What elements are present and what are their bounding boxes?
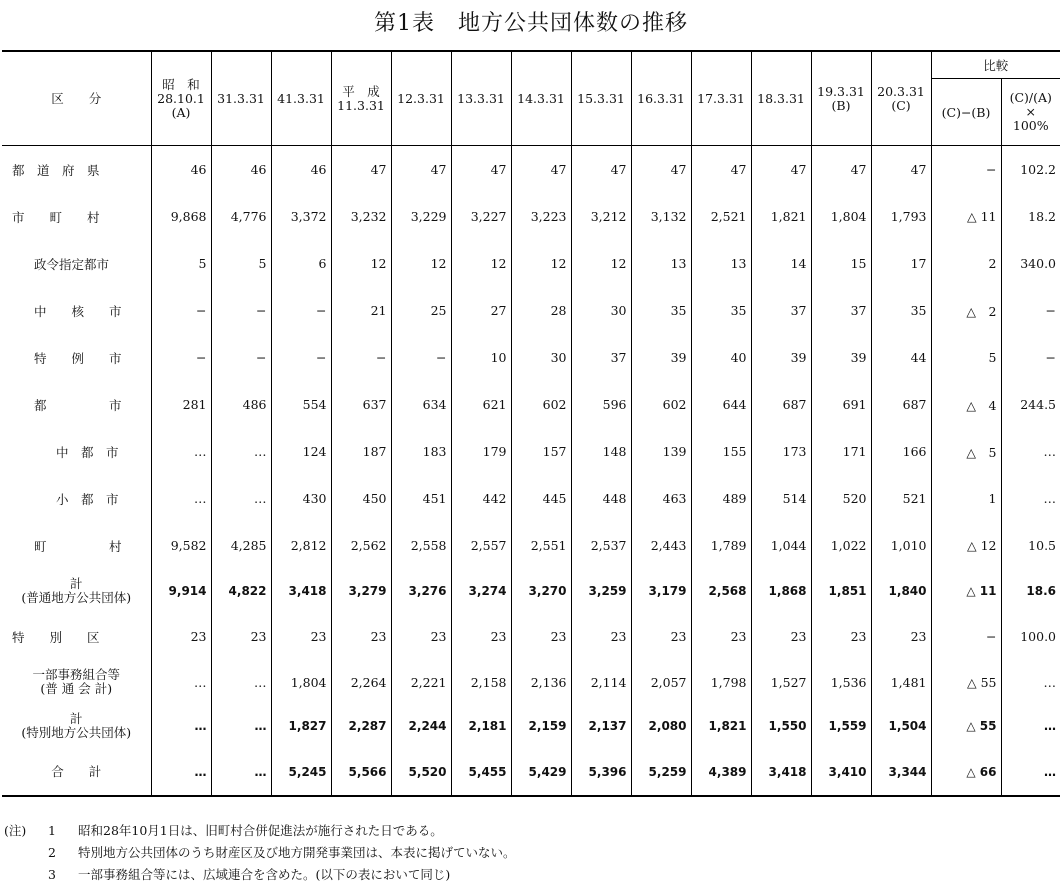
table-cell: 39 (811, 334, 871, 381)
table-cell: 12 (331, 240, 391, 287)
table-cell: 5 (151, 240, 211, 287)
table-cell: 35 (871, 287, 931, 334)
footnotes (4, 820, 516, 886)
table-cell: 1,851 (811, 569, 871, 613)
table-cell: 1,827 (271, 704, 331, 748)
table-cell: 23 (811, 613, 871, 660)
table-cell: 5,429 (511, 748, 571, 796)
date-column-header: 41.3.31 (271, 51, 331, 146)
table-cell: 2,287 (331, 704, 391, 748)
table-cell: … (151, 704, 211, 748)
table-cell: 2,221 (391, 660, 451, 704)
table-cell: △ 12 (931, 522, 1001, 569)
table-cell: 1,010 (871, 522, 931, 569)
table-row (2, 569, 1060, 613)
table-cell: 21 (331, 287, 391, 334)
table-cell: 3,227 (451, 193, 511, 240)
table-cell: − (211, 334, 271, 381)
table-cell: 18.2 (1001, 193, 1060, 240)
table-cell: 1,821 (691, 704, 751, 748)
table-cell: 3,179 (631, 569, 691, 613)
date-column-header: 31.3.31 (211, 51, 271, 146)
table-cell: 2,264 (331, 660, 391, 704)
table-cell: 23 (511, 613, 571, 660)
table-cell: 2,551 (511, 522, 571, 569)
table-cell: 1,559 (811, 704, 871, 748)
date-column-header: 18.3.31 (751, 51, 811, 146)
date-column-header: 14.3.31 (511, 51, 571, 146)
table-cell: … (1001, 428, 1060, 475)
table-cell: 340.0 (1001, 240, 1060, 287)
table-cell: 621 (451, 381, 511, 428)
table-cell: 2,159 (511, 704, 571, 748)
table-cell: 171 (811, 428, 871, 475)
date-column-header: 20.3.31 (C) (871, 51, 931, 146)
table-cell: 47 (631, 146, 691, 194)
table-cell: 47 (511, 146, 571, 194)
table-cell: 451 (391, 475, 451, 522)
table-cell: 5,566 (331, 748, 391, 796)
row-label: 特 別 区 (12, 629, 100, 645)
row-label: 一部事務組合等 (普 通 会 計) (32, 667, 120, 696)
table-cell: 1,840 (871, 569, 931, 613)
table-cell: 3,279 (331, 569, 391, 613)
row-label: 政令指定都市 (34, 256, 110, 272)
table-cell: 5,455 (451, 748, 511, 796)
table-cell: △ 55 (931, 660, 1001, 704)
table-cell: 39 (631, 334, 691, 381)
table-cell: … (1001, 475, 1060, 522)
table-cell: 12 (571, 240, 631, 287)
table-row (2, 475, 1060, 522)
table-cell: 514 (751, 475, 811, 522)
table-cell: 596 (571, 381, 631, 428)
table-cell: 2,136 (511, 660, 571, 704)
table-cell: 5,245 (271, 748, 331, 796)
table-cell: △ 11 (931, 569, 1001, 613)
table-cell: 1,798 (691, 660, 751, 704)
table-cell: 4,285 (211, 522, 271, 569)
table-cell: 2,443 (631, 522, 691, 569)
table-cell: 23 (631, 613, 691, 660)
table-cell: 179 (451, 428, 511, 475)
table-cell: … (151, 475, 211, 522)
row-label: 中 都 市 (56, 444, 119, 460)
table-cell: 14 (751, 240, 811, 287)
table-cell: 2,137 (571, 704, 631, 748)
table-row (2, 146, 1060, 194)
date-column-header: 平 成 11.3.31 (331, 51, 391, 146)
table-cell: 634 (391, 381, 451, 428)
date-column-header: 17.3.31 (691, 51, 751, 146)
table-cell: 47 (691, 146, 751, 194)
table-cell: 166 (871, 428, 931, 475)
table-cell: 39 (751, 334, 811, 381)
table-cell: 687 (871, 381, 931, 428)
table-cell: 47 (871, 146, 931, 194)
table-cell: 155 (691, 428, 751, 475)
cmp-ratio-header: (C)/(A) × 100% (1001, 79, 1060, 146)
table-cell: 3,270 (511, 569, 571, 613)
table-cell: − (271, 287, 331, 334)
date-column-header: 19.3.31 (B) (811, 51, 871, 146)
table-cell: 1,504 (871, 704, 931, 748)
table-cell: 1,793 (871, 193, 931, 240)
table-cell: 2,568 (691, 569, 751, 613)
table-cell: 13 (631, 240, 691, 287)
table-cell: 37 (571, 334, 631, 381)
table-cell: … (211, 475, 271, 522)
table-cell: 3,344 (871, 748, 931, 796)
table-cell: … (1001, 660, 1060, 704)
table-row (2, 522, 1060, 569)
table-cell: △ 66 (931, 748, 1001, 796)
table-cell: 3,418 (271, 569, 331, 613)
table-cell: 1,527 (751, 660, 811, 704)
table-cell: 139 (631, 428, 691, 475)
table-cell: − (931, 613, 1001, 660)
table-cell: △ 2 (931, 287, 1001, 334)
table-cell: 10 (451, 334, 511, 381)
table-cell: 15 (811, 240, 871, 287)
table-cell: 157 (511, 428, 571, 475)
table-cell: 46 (151, 146, 211, 194)
table-cell: … (211, 748, 271, 796)
table-cell: 35 (691, 287, 751, 334)
table-cell: 47 (751, 146, 811, 194)
footnote: (注) 1 昭和28年10月1日は、旧町村合併促進法が施行された日である。 (4, 823, 443, 838)
table-cell: … (151, 660, 211, 704)
table-row (2, 428, 1060, 475)
table-cell: 12 (511, 240, 571, 287)
table-cell: 30 (571, 287, 631, 334)
table-cell: 489 (691, 475, 751, 522)
table-cell: 23 (151, 613, 211, 660)
table-row (2, 381, 1060, 428)
table-cell: … (151, 748, 211, 796)
table-cell: 47 (391, 146, 451, 194)
table-cell: 23 (571, 613, 631, 660)
row-label: 小 都 市 (56, 491, 119, 507)
table-cell: 1,550 (751, 704, 811, 748)
table-cell: 23 (871, 613, 931, 660)
table-cell: 148 (571, 428, 631, 475)
table-cell: 47 (331, 146, 391, 194)
table-cell: 1,868 (751, 569, 811, 613)
table-cell: 554 (271, 381, 331, 428)
table-row (2, 748, 1060, 796)
table-cell: 187 (331, 428, 391, 475)
table-cell: 44 (871, 334, 931, 381)
table-cell: 102.2 (1001, 146, 1060, 194)
table-cell: 47 (811, 146, 871, 194)
table-cell: 12 (391, 240, 451, 287)
table-cell: 637 (331, 381, 391, 428)
row-label: 合 計 (2, 748, 151, 796)
table-cell: − (391, 334, 451, 381)
table-cell: 23 (271, 613, 331, 660)
table-cell: 3,274 (451, 569, 511, 613)
table-cell: 17 (871, 240, 931, 287)
table-cell: 28 (511, 287, 571, 334)
table-cell: 2 (931, 240, 1001, 287)
table-cell: − (1001, 287, 1060, 334)
table-cell: △ 55 (931, 704, 1001, 748)
table-cell: 3,132 (631, 193, 691, 240)
table-cell: 25 (391, 287, 451, 334)
table-cell: 1 (931, 475, 1001, 522)
table-cell: 3,410 (811, 748, 871, 796)
table-cell: 1,804 (271, 660, 331, 704)
table-cell: 2,244 (391, 704, 451, 748)
table-cell: … (1001, 748, 1060, 796)
table-cell: 47 (571, 146, 631, 194)
table-cell: 4,776 (211, 193, 271, 240)
row-label: 都 市 (34, 397, 122, 413)
table-cell: 2,557 (451, 522, 511, 569)
table-cell: 5 (211, 240, 271, 287)
table-row (2, 240, 1060, 287)
table-cell: 5,520 (391, 748, 451, 796)
table-cell: 2,558 (391, 522, 451, 569)
table-cell: 35 (631, 287, 691, 334)
table-row (2, 613, 1060, 660)
table-row (2, 287, 1060, 334)
table-cell: 46 (271, 146, 331, 194)
table-cell: 12 (451, 240, 511, 287)
table-cell: 445 (511, 475, 571, 522)
table-cell: 3,418 (751, 748, 811, 796)
table-cell: 46 (211, 146, 271, 194)
table-cell: 2,562 (331, 522, 391, 569)
table-cell: △ 11 (931, 193, 1001, 240)
table-cell: 9,582 (151, 522, 211, 569)
table-cell: − (211, 287, 271, 334)
table-cell: 486 (211, 381, 271, 428)
table-cell: 2,057 (631, 660, 691, 704)
table-cell: 124 (271, 428, 331, 475)
table-cell: 1,022 (811, 522, 871, 569)
page-title: 第1表 地方公共団体数の推移 (374, 11, 688, 36)
footnote: 3 一部事務組合等には、広域連合を含めた。(以下の表において同じ) (48, 867, 451, 882)
table-cell: 23 (391, 613, 451, 660)
table-cell: 47 (451, 146, 511, 194)
table-cell: 244.5 (1001, 381, 1060, 428)
table-cell: 23 (691, 613, 751, 660)
date-column-header: 13.3.31 (451, 51, 511, 146)
table-cell: 5,396 (571, 748, 631, 796)
table-cell: 30 (511, 334, 571, 381)
table-cell: 23 (451, 613, 511, 660)
table-cell: 430 (271, 475, 331, 522)
table-cell: … (211, 428, 271, 475)
table-cell: 2,537 (571, 522, 631, 569)
table-cell: 602 (511, 381, 571, 428)
table-cell: 37 (811, 287, 871, 334)
table-cell: 521 (871, 475, 931, 522)
table-cell: … (1001, 704, 1060, 748)
table-cell: 691 (811, 381, 871, 428)
table-cell: 644 (691, 381, 751, 428)
table-cell: 442 (451, 475, 511, 522)
table-body (2, 146, 1060, 797)
table-cell: 13 (691, 240, 751, 287)
row-label: 町 村 (34, 538, 122, 554)
table-cell: 3,259 (571, 569, 631, 613)
date-column-header: 12.3.31 (391, 51, 451, 146)
table-cell: 687 (751, 381, 811, 428)
table-cell: 463 (631, 475, 691, 522)
row-label: 計 (特別地方公共団体) (21, 711, 132, 740)
table-cell: 448 (571, 475, 631, 522)
footnote: 2 特別地方公共団体のうち財産区及び地方開発事業団は、本表に掲げていない。 (48, 845, 516, 860)
date-column-header: 16.3.31 (631, 51, 691, 146)
date-column-header: 15.3.31 (571, 51, 631, 146)
date-column-header: 昭 和 28.10.1 (A) (151, 51, 211, 146)
row-label: 中 核 市 (34, 303, 122, 319)
table-cell: 5 (931, 334, 1001, 381)
table-cell: 2,080 (631, 704, 691, 748)
table-cell: △ 5 (931, 428, 1001, 475)
table-cell: 27 (451, 287, 511, 334)
table-cell: 3,232 (331, 193, 391, 240)
table-cell: … (211, 660, 271, 704)
table-cell: 1,044 (751, 522, 811, 569)
table-cell: 2,158 (451, 660, 511, 704)
table-cell: 23 (211, 613, 271, 660)
table-row (2, 334, 1060, 381)
division-header: 区 分 (2, 51, 151, 146)
table-cell: 281 (151, 381, 211, 428)
cmp-diff-header: (C)−(B) (931, 79, 1001, 146)
table-cell: 23 (331, 613, 391, 660)
table-cell: 10.5 (1001, 522, 1060, 569)
table-row (2, 704, 1060, 748)
row-label: 都 道 府 県 (12, 162, 100, 178)
table-cell: 3,223 (511, 193, 571, 240)
table-cell: △ 4 (931, 381, 1001, 428)
table-cell: 1,536 (811, 660, 871, 704)
table-cell: … (211, 704, 271, 748)
table-cell: 40 (691, 334, 751, 381)
row-label: 計 (普通地方公共団体) (21, 576, 132, 605)
table-cell: − (151, 287, 211, 334)
table-cell: 3,212 (571, 193, 631, 240)
table-cell: 4,389 (691, 748, 751, 796)
table-row (2, 193, 1060, 240)
table-cell: 18.6 (1001, 569, 1060, 613)
table-cell: 4,822 (211, 569, 271, 613)
table-cell: 602 (631, 381, 691, 428)
municipality-count-table (2, 50, 1060, 797)
table-cell: 450 (331, 475, 391, 522)
table-cell: 23 (751, 613, 811, 660)
table-cell: 1,481 (871, 660, 931, 704)
table-cell: 2,114 (571, 660, 631, 704)
table-cell: 1,804 (811, 193, 871, 240)
table-cell: 2,181 (451, 704, 511, 748)
table-cell: 3,229 (391, 193, 451, 240)
table-cell: 520 (811, 475, 871, 522)
table-cell: 173 (751, 428, 811, 475)
table-cell: − (931, 146, 1001, 194)
table-cell: 37 (751, 287, 811, 334)
table-cell: − (271, 334, 331, 381)
table-cell: 1,789 (691, 522, 751, 569)
table-cell: 6 (271, 240, 331, 287)
table-cell: 5,259 (631, 748, 691, 796)
table-cell: 2,521 (691, 193, 751, 240)
table-cell: − (1001, 334, 1060, 381)
table-cell: 9,868 (151, 193, 211, 240)
row-label: 市 町 村 (12, 209, 100, 225)
table-cell: 100.0 (1001, 613, 1060, 660)
table-cell: 3,372 (271, 193, 331, 240)
table-cell: 3,276 (391, 569, 451, 613)
comparison-header: 比較 (931, 51, 1060, 79)
table-cell: − (331, 334, 391, 381)
table-cell: 2,812 (271, 522, 331, 569)
table-row (2, 660, 1060, 704)
table-cell: − (151, 334, 211, 381)
table-cell: 183 (391, 428, 451, 475)
table-cell: … (151, 428, 211, 475)
table-cell: 1,821 (751, 193, 811, 240)
table-cell: 9,914 (151, 569, 211, 613)
row-label: 特 例 市 (34, 350, 122, 366)
